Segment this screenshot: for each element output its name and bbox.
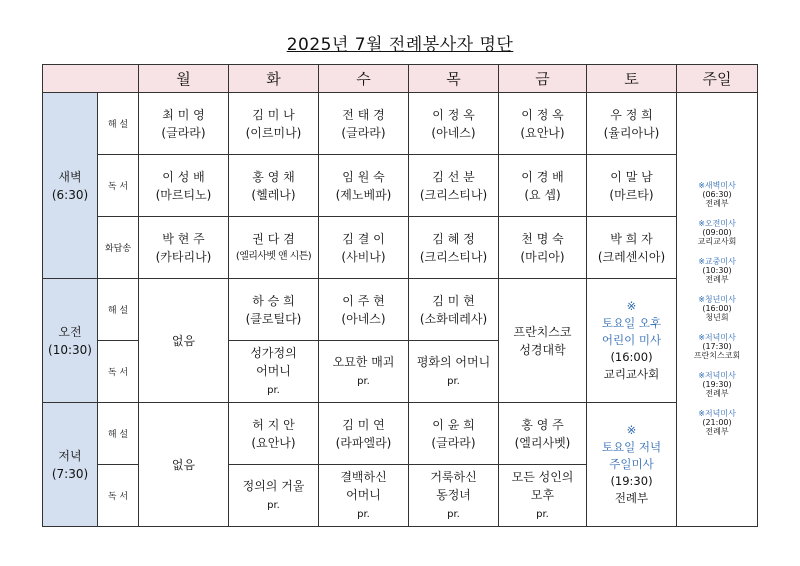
baptismal-name: (라파엘라) bbox=[335, 435, 392, 450]
saturday-note bbox=[587, 403, 677, 527]
baptismal-name: (아네스) bbox=[341, 311, 386, 326]
role-commentator: 해 설 bbox=[98, 403, 139, 465]
pr-suffix: pr. bbox=[536, 508, 549, 520]
schedule-cell bbox=[229, 155, 319, 217]
baptismal-name: (엘리사벳) bbox=[514, 435, 571, 450]
schedule-cell bbox=[409, 465, 499, 527]
note-time: (16:00) bbox=[610, 350, 653, 364]
schedule-cell bbox=[319, 217, 409, 279]
mass-name: ※교중미사 bbox=[698, 257, 736, 266]
mass-group: 청년회 bbox=[705, 313, 729, 322]
baptismal-name: (제노베파) bbox=[335, 187, 392, 202]
baptismal-name: (엘리사벳 앤 시튼) bbox=[235, 250, 312, 262]
schedule-table bbox=[42, 64, 758, 527]
prayer-group: 오묘한 매괴 bbox=[332, 354, 395, 369]
mass-time: (16:00) bbox=[702, 304, 732, 313]
header-row bbox=[43, 65, 758, 93]
volunteer-name: 이 말 남 bbox=[610, 169, 653, 184]
mass-group: 전례부 bbox=[705, 389, 729, 398]
schedule-cell bbox=[229, 465, 319, 527]
no-service-cell: 없음 bbox=[139, 279, 229, 403]
pr-suffix: pr. bbox=[357, 375, 370, 387]
schedule-cell bbox=[409, 155, 499, 217]
note-group: 전례부 bbox=[614, 491, 649, 505]
prayer-group: 평화의 어머니 bbox=[416, 354, 491, 369]
mass-name: ※새벽미사 bbox=[698, 181, 736, 190]
mass-name: ※저녁미사 bbox=[698, 409, 736, 418]
volunteer-name: 임 원 숙 bbox=[342, 169, 385, 184]
schedule-cell bbox=[229, 217, 319, 279]
baptismal-name: (율리아나) bbox=[603, 125, 660, 140]
volunteer-name: 김 혜 정 bbox=[432, 231, 475, 246]
volunteer-name: 김 선 분 bbox=[432, 169, 475, 184]
mass-time: (06:30) bbox=[702, 190, 732, 199]
volunteer-name: 허 지 안 bbox=[252, 417, 295, 432]
mass-time: (09:00) bbox=[702, 228, 732, 237]
pr-suffix: pr. bbox=[267, 384, 280, 396]
day-header-mon: 월 bbox=[139, 65, 229, 93]
role-reader: 독 서 bbox=[98, 341, 139, 403]
role-commentator: 해 설 bbox=[98, 93, 139, 155]
dawn-reader-row bbox=[43, 155, 758, 217]
volunteer-name: 김 미 나 bbox=[252, 107, 295, 122]
mass-group: 프란치스코회 bbox=[693, 351, 741, 360]
prayer-group: 어머니 bbox=[256, 363, 291, 378]
note-line: 토요일 저녁 bbox=[601, 440, 662, 454]
volunteer-name: 전 태 경 bbox=[342, 107, 385, 122]
schedule-cell bbox=[499, 155, 587, 217]
baptismal-name: (요 셉) bbox=[524, 187, 561, 202]
volunteer-name: 하 승 희 bbox=[252, 293, 295, 308]
volunteer-name: 이 성 배 bbox=[162, 169, 205, 184]
schedule-cell bbox=[499, 465, 587, 527]
schedule-cell bbox=[319, 341, 409, 403]
schedule-cell bbox=[499, 279, 587, 403]
sunday-mass-item bbox=[677, 371, 757, 398]
note-mark: ※ bbox=[626, 299, 637, 313]
prayer-group: 정의의 거울 bbox=[242, 478, 305, 493]
baptismal-name: (아네스) bbox=[431, 125, 476, 140]
baptismal-name: (클로틸다) bbox=[245, 311, 302, 326]
schedule-cell bbox=[229, 341, 319, 403]
group-name: 성경대학 bbox=[519, 342, 566, 357]
note-line: 토요일 오후 bbox=[601, 316, 662, 330]
baptismal-name: (마리아) bbox=[520, 249, 565, 264]
baptismal-name: (크리스티나) bbox=[419, 249, 488, 264]
volunteer-name: 이 주 현 bbox=[342, 293, 385, 308]
volunteer-name: 홍 영 주 bbox=[521, 417, 564, 432]
schedule-cell bbox=[587, 217, 677, 279]
baptismal-name: (마르티노) bbox=[155, 187, 212, 202]
mass-time: (21:00) bbox=[702, 418, 732, 427]
note-time: (19:30) bbox=[610, 474, 653, 488]
morning-commentator-row bbox=[43, 279, 758, 341]
note-mark: ※ bbox=[626, 423, 637, 437]
note-line: 어린이 미사 bbox=[601, 333, 662, 347]
sunday-mass-item bbox=[677, 409, 757, 436]
volunteer-name: 홍 영 채 bbox=[252, 169, 295, 184]
day-header-thu: 목 bbox=[409, 65, 499, 93]
baptismal-name: (사비나) bbox=[341, 249, 386, 264]
sunday-mass-item bbox=[677, 295, 757, 322]
sunday-mass-item bbox=[677, 257, 757, 284]
role-commentator: 해 설 bbox=[98, 279, 139, 341]
mass-time: (19:30) bbox=[702, 380, 732, 389]
schedule-cell bbox=[499, 93, 587, 155]
schedule-cell bbox=[319, 93, 409, 155]
volunteer-name: 박 희 자 bbox=[610, 231, 653, 246]
volunteer-name: 박 현 주 bbox=[162, 231, 205, 246]
schedule-cell bbox=[409, 279, 499, 341]
period-morning bbox=[43, 279, 98, 403]
mass-name: ※청년미사 bbox=[698, 295, 736, 304]
period-evening-name: 저녁 bbox=[58, 448, 82, 463]
prayer-group: 어머니 bbox=[346, 487, 381, 502]
schedule-cell bbox=[229, 279, 319, 341]
role-reader: 독 서 bbox=[98, 155, 139, 217]
period-morning-name: 오전 bbox=[58, 324, 82, 339]
mass-group: 전례부 bbox=[705, 275, 729, 284]
sunday-mass-list bbox=[677, 93, 758, 527]
mass-group: 전례부 bbox=[705, 427, 729, 436]
baptismal-name: (소화데레사) bbox=[419, 311, 488, 326]
day-header-tue: 화 bbox=[229, 65, 319, 93]
schedule-cell bbox=[587, 93, 677, 155]
mass-name: ※저녁미사 bbox=[698, 371, 736, 380]
schedule-cell bbox=[319, 279, 409, 341]
baptismal-name: (카타리나) bbox=[155, 249, 212, 264]
volunteer-name: 천 명 숙 bbox=[521, 231, 564, 246]
saturday-note bbox=[587, 279, 677, 403]
schedule-cell bbox=[319, 465, 409, 527]
schedule-cell bbox=[319, 403, 409, 465]
sunday-mass-item bbox=[677, 333, 757, 360]
baptismal-name: (요안나) bbox=[520, 125, 565, 140]
schedule-cell bbox=[139, 155, 229, 217]
note-group: 교리교사회 bbox=[603, 367, 660, 381]
pr-suffix: pr. bbox=[267, 499, 280, 511]
period-dawn-time: (6:30) bbox=[51, 187, 89, 202]
mass-group: 전례부 bbox=[705, 199, 729, 208]
period-dawn bbox=[43, 93, 98, 279]
period-morning-time: (10:30) bbox=[48, 342, 92, 357]
header-corner bbox=[43, 65, 139, 93]
baptismal-name: (요안나) bbox=[251, 435, 296, 450]
period-dawn-name: 새벽 bbox=[58, 169, 82, 184]
schedule-cell bbox=[409, 341, 499, 403]
prayer-group: 모든 성인의 bbox=[511, 469, 574, 484]
schedule-cell bbox=[409, 217, 499, 279]
prayer-group: 동정녀 bbox=[436, 487, 471, 502]
sunday-mass-item bbox=[677, 219, 757, 246]
schedule-cell bbox=[229, 403, 319, 465]
dawn-response-row bbox=[43, 217, 758, 279]
day-header-sun: 주일 bbox=[677, 65, 758, 93]
baptismal-name: (이르미나) bbox=[245, 125, 302, 140]
evening-commentator-row bbox=[43, 403, 758, 465]
role-response: 화답송 bbox=[98, 217, 139, 279]
volunteer-name: 우 정 희 bbox=[610, 107, 653, 122]
schedule-cell bbox=[499, 403, 587, 465]
baptismal-name: (크레센시아) bbox=[597, 249, 666, 264]
period-evening bbox=[43, 403, 98, 527]
day-header-sat: 토 bbox=[587, 65, 677, 93]
prayer-group: 성가정의 bbox=[250, 345, 297, 360]
schedule-cell bbox=[229, 93, 319, 155]
no-service-cell: 없음 bbox=[139, 403, 229, 527]
schedule-cell bbox=[319, 155, 409, 217]
pr-suffix: pr. bbox=[357, 508, 370, 520]
period-evening-time: (7:30) bbox=[51, 466, 89, 481]
prayer-group: 모후 bbox=[530, 487, 555, 502]
baptismal-name: (헬레나) bbox=[251, 187, 296, 202]
group-name: 프란치스코 bbox=[513, 324, 572, 339]
dawn-commentator-row bbox=[43, 93, 758, 155]
role-reader: 독 서 bbox=[98, 465, 139, 527]
volunteer-name: 권 다 겸 bbox=[252, 231, 295, 246]
prayer-group: 결백하신 bbox=[340, 469, 387, 484]
mass-time: (10:30) bbox=[702, 266, 732, 275]
day-header-wed: 수 bbox=[319, 65, 409, 93]
volunteer-name: 이 정 옥 bbox=[521, 107, 564, 122]
pr-suffix: pr. bbox=[447, 508, 460, 520]
schedule-cell bbox=[139, 93, 229, 155]
schedule-cell bbox=[409, 93, 499, 155]
baptismal-name: (마르타) bbox=[609, 187, 654, 202]
mass-name: ※저녁미사 bbox=[698, 333, 736, 342]
baptismal-name: (글라라) bbox=[341, 125, 386, 140]
volunteer-name: 김 미 연 bbox=[342, 417, 385, 432]
baptismal-name: (글라라) bbox=[431, 435, 476, 450]
pr-suffix: pr. bbox=[447, 375, 460, 387]
page-title: 2025년 7월 전례봉사자 명단 bbox=[286, 35, 514, 55]
volunteer-name: 이 정 옥 bbox=[432, 107, 475, 122]
baptismal-name: (크리스티나) bbox=[419, 187, 488, 202]
volunteer-name: 김 미 현 bbox=[432, 293, 475, 308]
schedule-cell bbox=[587, 155, 677, 217]
note-line: 주일미사 bbox=[609, 457, 654, 471]
schedule-cell bbox=[499, 217, 587, 279]
volunteer-name: 이 경 배 bbox=[521, 169, 564, 184]
prayer-group: 거룩하신 bbox=[430, 469, 477, 484]
day-header-fri: 금 bbox=[499, 65, 587, 93]
mass-time: (17:30) bbox=[702, 342, 732, 351]
volunteer-name: 이 윤 희 bbox=[432, 417, 475, 432]
schedule-cell bbox=[409, 403, 499, 465]
mass-group: 교리교사회 bbox=[697, 237, 737, 246]
volunteer-name: 최 미 영 bbox=[162, 107, 205, 122]
schedule-cell bbox=[139, 217, 229, 279]
mass-name: ※오전미사 bbox=[698, 219, 736, 228]
sunday-mass-item bbox=[677, 181, 757, 208]
baptismal-name: (글라라) bbox=[161, 125, 206, 140]
volunteer-name: 김 결 이 bbox=[342, 231, 385, 246]
